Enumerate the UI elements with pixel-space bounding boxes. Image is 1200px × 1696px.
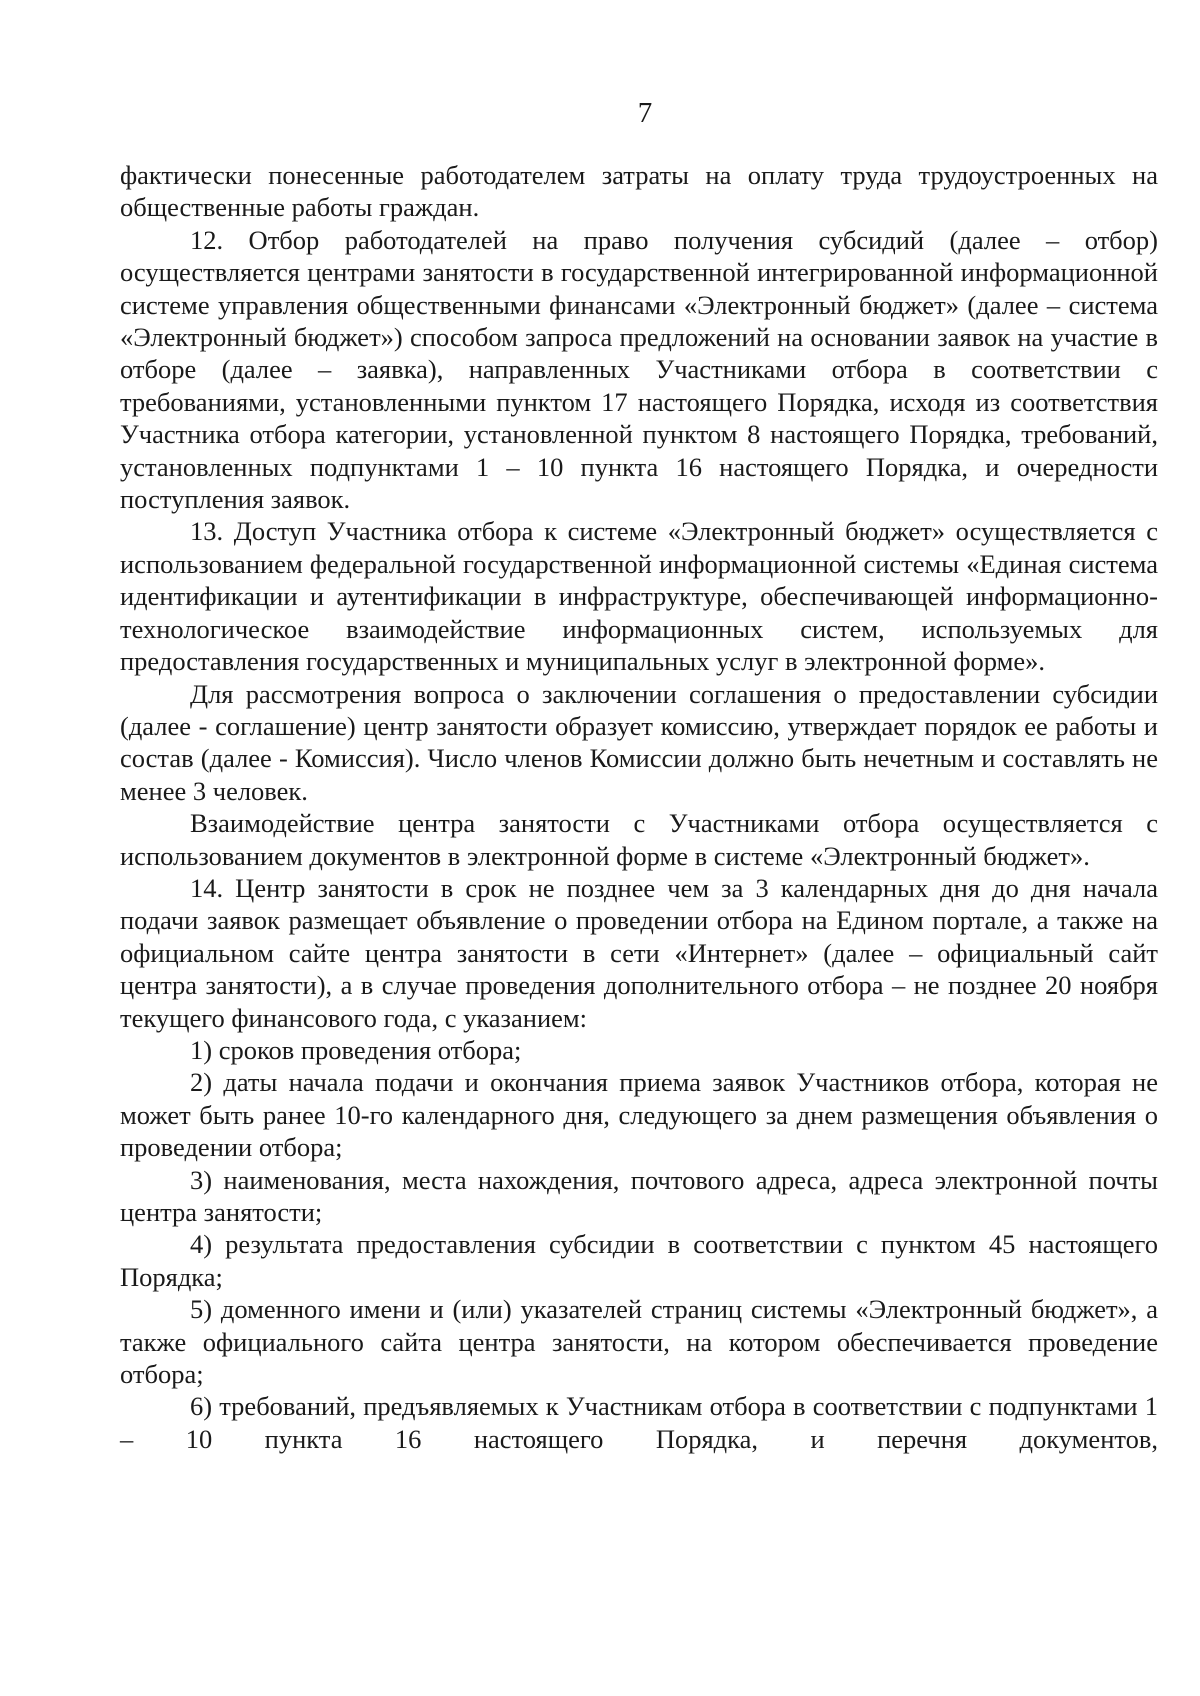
document-body [120, 159, 1158, 1455]
paragraph-item-13: 13. Доступ Участника отбора к системе «Электронный бюджет» осуществляется с использованием федеральной государственной информационной системы «Единая система идентификации и аутентификации в инфраструктуре, обеспечивающей информационно-технологическое взаимодействие информационных систем, используемых для предоставления государственных и муниципальных услуг в электронной форме». [120, 516, 1158, 677]
subitem-6: 6) требований, предъявляемых к Участникам отбора в соответствии с подпунктами 1 – 10 пункта 16 настоящего Порядка, и перечня документов, [120, 1391, 1158, 1454]
subitem-1: 1) сроков проведения отбора; [190, 1034, 522, 1065]
paragraph-item-14: 14. Центр занятости в срок не позднее чем за 3 календарных дня до дня начала подачи заявок размещает объявление о проведении отбора на Едином портале, а также на официальном сайте центра занятости в сети «Интернет» (далее – официальный сайт центра занятости), а в случае проведения дополнительного отбора – не позднее 20 ноября текущего финансового года, с указанием: [120, 872, 1158, 1033]
page-number: 7 [637, 97, 653, 129]
paragraph-commission: Для рассмотрения вопроса о заключении соглашения о предоставлении субсидии (далее - соглашение) центр занятости образует комиссию, утверждает порядок ее работы и состав (далее - Комиссия). Число членов Комиссии должно быть нечетным и составлять не менее 3 человек. [120, 678, 1158, 806]
subitem-5: 5) доменного имени и (или) указателей страниц системы «Электронный бюджет», а также официального сайта центра занятости, на котором обеспечивается проведение отбора; [120, 1294, 1158, 1390]
paragraph-item-12: 12. Отбор работодателей на право получения субсидий (далее – отбор) осуществляется центрами занятости в государственной интегрированной информационной системе управления общественными финансами «Электронный бюджет» (далее – система «Электронный бюджет») способом запроса предложений на основании заявок на участие в отборе (далее – заявка), направленных Участниками отбора в соответствии с требованиями, установленными пунктом 17 настоящего Порядка, исходя из соответствия Участника отбора категории, установленной пунктом 8 настоящего Порядка, требований, установленных подпунктами 1 – 10 пункта 16 настоящего Порядка, и очередности поступления заявок. [120, 224, 1158, 515]
paragraph-continuation: фактически понесенные работодателем затраты на оплату труда трудоустроенных на общественные работы граждан. [120, 160, 1158, 223]
paragraph-interaction: Взаимодействие центра занятости с Участниками отбора осуществляется с использованием документов в электронной форме в системе «Электронный бюджет». [120, 808, 1158, 871]
subitem-3: 3) наименования, места нахождения, почтового адреса, адреса электронной почты центра занятости; [120, 1164, 1158, 1227]
subitem-4: 4) результата предоставления субсидии в соответствии с пунктом 45 настоящего Порядка; [120, 1229, 1158, 1292]
subitem-2: 2) даты начала подачи и окончания приема заявок Участников отбора, которая не может быть ранее 10-го календарного дня, следующего за днем размещения объявления о проведении отбора; [120, 1067, 1158, 1163]
